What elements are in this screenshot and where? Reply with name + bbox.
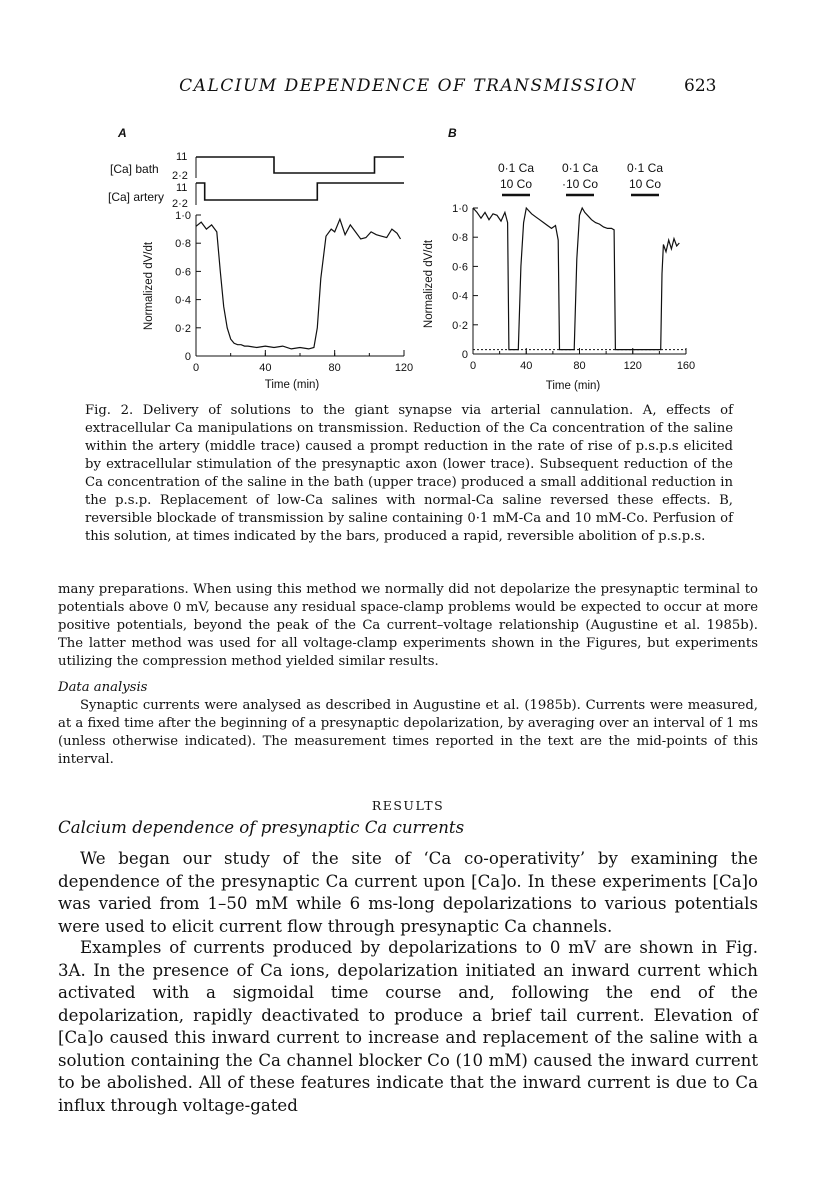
- paragraph-calcium-dependence: We began our study of the site of ‘Ca co-operativity’ by examining the dependence of the presynaptic Ca current upon [Ca]o. In these experiments [Ca]o was varied from 1–50 mM while 6 ms-long depolarizations to various potentials were used to elicit current flow through presynaptic Ca channels.: [58, 849, 758, 936]
- panel-a-y-tick-label: 0·2: [175, 322, 191, 335]
- panel-a-x-tick-label: 0: [192, 362, 200, 374]
- artery-label: [Ca] artery: [108, 190, 165, 204]
- paragraph-current-examples: Examples of currents produced by depolarizations to 0 mV are shown in Fig. 3A. In the presence of Ca ions, depolarization initiated an inward current which activated with a sigmoidal time course and, following the end of the depolarization, rapidly deactivated to produce a brief tail current. Elevation of [Ca]o caused this inward current to increase and replacement of the saline with a solution containing the Ca channel blocker Co (10 mM) caused the inward current to be abolished. All of these features indicate that the inward current is due to Ca influx through voltage-gated: [58, 938, 758, 1115]
- panel-a-psp-trace: [196, 219, 401, 349]
- bar-label-co: 10 Co: [628, 177, 662, 191]
- figure-2: [0, 0, 816, 400]
- running-header: CALCIUM DEPENDENCE OF TRANSMISSION: [179, 76, 637, 96]
- panel-b-psp-trace: [473, 208, 679, 350]
- panel-b-y-tick-label: 0·2: [452, 319, 468, 332]
- artery-level-low: 2·2: [172, 198, 188, 210]
- panel-b-x-tick-label: 40: [520, 360, 533, 372]
- panel-a-y-tick-label: 0·8: [175, 238, 191, 251]
- panel-b-x-tick-label: 160: [676, 360, 696, 372]
- panel-b-y-tick-label: 0·4: [452, 290, 468, 303]
- bar-label-ca: 0·1 Ca: [497, 161, 535, 175]
- panel-a-x-label: Time (min): [264, 379, 320, 391]
- panel-b-x-tick-label: 120: [623, 360, 642, 372]
- figure-caption: Fig. 2. Delivery of solutions to the giant synapse via arterial cannulation. A, effects of extracellular Ca manipulations on transmission. Reduction of the Ca concentration of the saline within the artery (middle trace) caused a prompt reduction in the rate of rise of p.s.p.s elicited by extracellular stimulation of the presynaptic axon (lower trace). Subsequent reduction of the Ca concentration of the saline in the bath (upper trace) produced a small additional reduction in the p.s.p. Replacement of low-Ca salines with normal-Ca saline reversed these effects. B, reversible blockade of transmission by saline containing 0·1 mM-Ca and 10 mM-Co. Perfusion of this solution, at times indicated by the bars, produced a rapid, reversible abolition of p.s.p.s.: [85, 403, 733, 544]
- panel-b-y-tick-label: 0·6: [452, 261, 468, 274]
- panel-b-x-tick-label: 0: [469, 360, 477, 372]
- bar-label-co: ·10 Co: [561, 177, 599, 191]
- artery-level-high: 11: [176, 182, 188, 194]
- heading-data-analysis: Data analysis: [58, 680, 148, 695]
- panel-b-x-label: Time (min): [545, 380, 601, 392]
- panel-b-y-label: Normalized dV/dt: [423, 239, 435, 329]
- page-number: 623: [684, 76, 717, 96]
- bath-level-high: 11: [176, 151, 188, 163]
- panel-a-x-tick-label: 120: [394, 362, 414, 374]
- panel-a-y-tick-label: 0·6: [175, 266, 191, 279]
- panel-b-label: B: [448, 126, 457, 140]
- bath-level-low: 2·2: [172, 170, 188, 182]
- artery-concentration-trace: [196, 183, 404, 200]
- panel-a-y-tick-label: 1·0: [175, 210, 191, 222]
- panel-a-label: A: [118, 126, 127, 140]
- bar-label-ca: 0·1 Ca: [561, 161, 599, 175]
- subsection-heading: Calcium dependence of presynaptic Ca currents: [58, 818, 465, 837]
- paragraph-compression-method: many preparations. When using this method we normally did not depolarize the presynaptic terminal to potentials above 0 mV, because any residual space-clamp problems would be expected to occur at more positive potentials, beyond the peak of the Ca current–voltage relationship (Augustine et al. 1985b). The latter method was used for all voltage-clamp experiments shown in the Figures, but experiments utilizing the compression method yielded similar results.: [58, 582, 758, 669]
- panel-b-axes: [452, 203, 695, 372]
- panel-a-y-tick-label: 0·4: [175, 294, 191, 307]
- bath-concentration-trace: [196, 157, 404, 173]
- panel-a-x-tick-label: 80: [328, 362, 341, 374]
- panel-a-y-tick-label: 0: [184, 351, 191, 363]
- panel-b-x-tick-label: 80: [573, 360, 586, 372]
- panel-b-y-tick-label: 1·0: [452, 203, 468, 215]
- results-heading: RESULTS: [371, 798, 445, 813]
- panel-b-bar-labels: [498, 161, 663, 195]
- bar-label-co: 10 Co: [499, 177, 533, 191]
- panel-a-y-label: Normalized dV/dt: [143, 241, 155, 331]
- panel-b-y-tick-label: 0: [461, 349, 468, 361]
- paragraph-data-analysis: Synaptic currents were analysed as described in Augustine et al. (1985b). Currents were measured, at a fixed time after the beginning of a presynaptic depolarization, by averaging over an interval of 1 ms (unless otherwise indicated). The measurement times reported in the text are the mid-points of this interval.: [58, 698, 758, 767]
- panel-b-y-tick-label: 0·8: [452, 232, 468, 245]
- panel-a-x-tick-label: 40: [259, 362, 272, 374]
- bar-label-ca: 0·1 Ca: [626, 161, 664, 175]
- bath-label: [Ca] bath: [110, 162, 159, 176]
